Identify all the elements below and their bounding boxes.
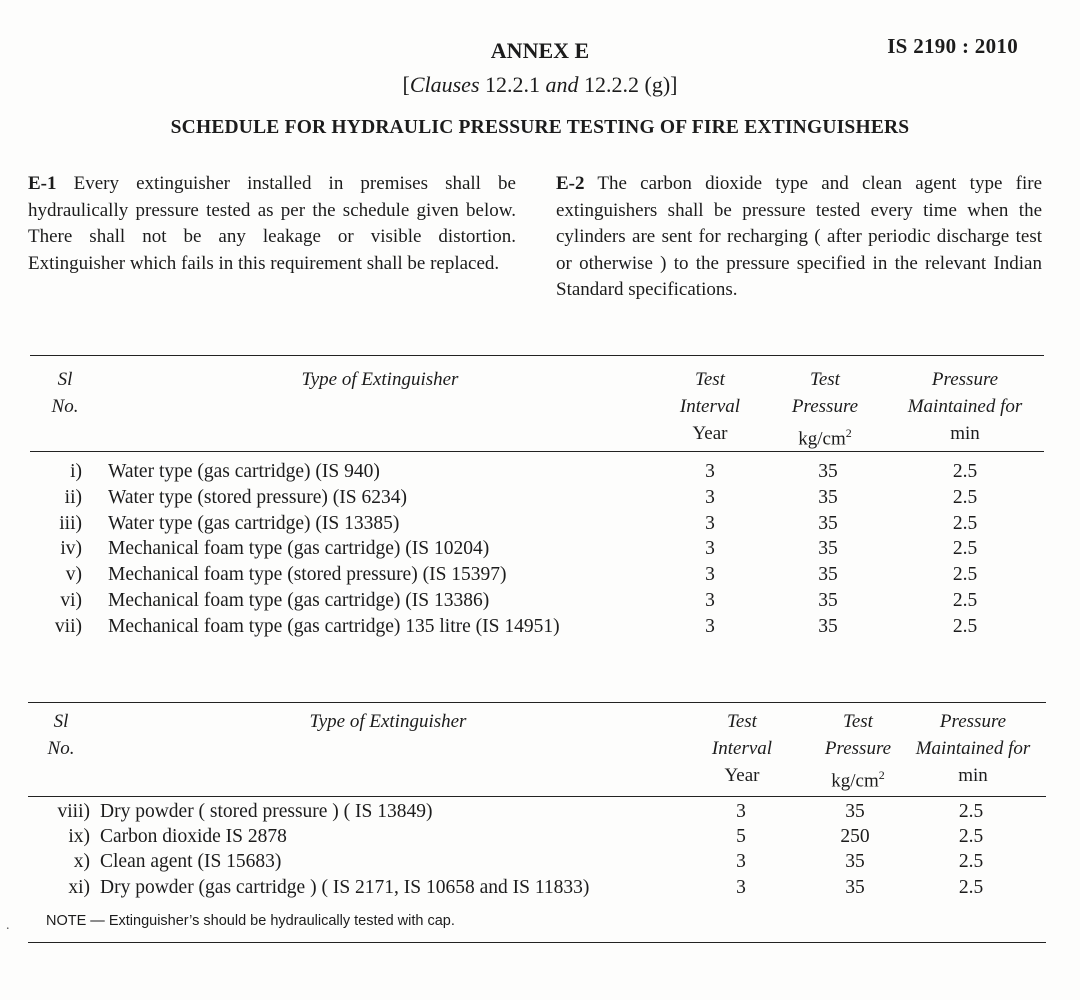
row-number: iii) [59, 512, 82, 534]
extinguisher-type: Water type (gas cartridge) (IS 940) [108, 461, 380, 482]
extinguisher-type: Mechanical foam type (gas cartridge) 135 litre (IS 14951) [108, 615, 560, 637]
test-interval: 3 [705, 564, 715, 586]
test-pressure: 35 [845, 801, 865, 822]
test-interval: 3 [736, 851, 746, 873]
extinguisher-type: Dry powder ( stored pressure ) ( IS 13849) [100, 801, 433, 822]
table-row [0, 562, 1080, 588]
test-interval: 5 [736, 826, 746, 848]
test-interval: 3 [736, 801, 746, 822]
test-pressure: 35 [818, 564, 838, 586]
type-header: Type of Extinguisher [301, 369, 459, 390]
row-number: iv) [60, 538, 82, 560]
pressure-duration: 2.5 [958, 851, 984, 873]
table-row [0, 536, 1080, 562]
test-interval: 3 [705, 512, 715, 534]
table1-header-rule [30, 451, 1044, 452]
note: NOTE — Extinguisher’s should be hydraulically tested with cap. [46, 913, 455, 929]
extinguisher-type: Mechanical foam type (gas cartridge) (IS 10204) [108, 538, 490, 560]
test-interval: 3 [705, 486, 715, 508]
pressure-duration: 2.5 [958, 826, 984, 848]
pressure-duration: 2.5 [952, 615, 978, 637]
table-row [0, 485, 1080, 511]
table-row [0, 799, 1080, 825]
annex-title: ANNEX E [490, 38, 590, 63]
pressure-duration: 2.5 [958, 801, 984, 822]
test-pressure: 35 [818, 512, 838, 534]
row-number: i) [70, 461, 82, 482]
table-row [0, 824, 1080, 850]
table-row [0, 614, 1080, 640]
test-pressure: 35 [818, 461, 838, 482]
table-row [0, 849, 1080, 875]
test-interval-header-2: Test Interval Year [711, 711, 773, 786]
test-pressure: 35 [818, 590, 838, 611]
test-interval: 3 [736, 876, 746, 898]
test-interval-header: Test Interval Year [679, 369, 741, 444]
test-pressure: 250 [840, 826, 870, 848]
table-row [0, 588, 1080, 614]
standard-number: IS 2190 : 2010 [887, 34, 1018, 58]
pressure-maintained-header: Pressure Maintained for min [907, 369, 1023, 444]
test-pressure-header: Test Pressure $kg/cm^2$ [791, 369, 859, 450]
schedule-title: SCHEDULE FOR HYDRAULIC PRESSURE TESTING OF FIRE EXTINGUISHERS [170, 117, 910, 138]
test-interval: 3 [705, 538, 715, 560]
table-row [0, 459, 1080, 485]
test-interval: 3 [705, 590, 715, 611]
table-row [0, 511, 1080, 537]
test-interval: 3 [705, 461, 715, 482]
paragraph-e1: E-1 Every extinguisher installed in premises shall be hydraulically pressure tested as per the schedule given below. There shall not be any leakage or visible distortion. Extinguisher which fails in this requirement shall be replaced. [28, 173, 516, 274]
sl-no-header: Sl No. [51, 369, 79, 417]
row-number: ii) [64, 486, 82, 508]
pressure-duration: 2.5 [952, 538, 978, 560]
extinguisher-type: Dry powder (gas cartridge ) ( IS 2171, IS 10658 and IS 11833) [100, 876, 590, 898]
pressure-duration: 2.5 [952, 590, 978, 611]
pressure-duration: 2.5 [958, 876, 984, 898]
test-pressure: 35 [818, 615, 838, 637]
row-number: x) [73, 851, 90, 873]
extinguisher-type: Water type (gas cartridge) (IS 13385) [108, 512, 400, 534]
pressure-duration: 2.5 [952, 512, 978, 534]
test-pressure-header-2: Test Pressure $kg/cm^2$ [824, 711, 892, 792]
row-number: vii) [54, 615, 82, 637]
row-number: vi) [60, 590, 82, 611]
table2-header-rule [28, 796, 1046, 797]
type-header-2: Type of Extinguisher [309, 711, 467, 732]
table1-top-rule [30, 355, 1044, 356]
test-pressure: 35 [845, 851, 865, 873]
table2-bottom-rule [28, 942, 1046, 943]
margin-mark: . [6, 918, 10, 933]
test-interval: 3 [705, 615, 715, 637]
test-pressure: 35 [818, 486, 838, 508]
extinguisher-type: Clean agent (IS 15683) [100, 851, 282, 873]
pressure-maintained-header-2: Pressure Maintained for min [915, 711, 1031, 786]
pressure-duration: 2.5 [952, 564, 978, 586]
extinguisher-type: Carbon dioxide IS 2878 [100, 826, 287, 848]
row-number: viii) [57, 801, 90, 822]
row-number: xi) [68, 876, 90, 898]
extinguisher-type: Water type (stored pressure) (IS 6234) [108, 486, 407, 508]
pressure-duration: 2.5 [952, 461, 978, 482]
row-number: v) [65, 564, 82, 586]
extinguisher-type: Mechanical foam type (stored pressure) (IS 15397) [108, 564, 507, 586]
paragraph-e2: E-2 The carbon dioxide type and clean agent type fire extinguishers shall be pressure tested every time when the cylinders are sent for recharging ( after periodic discharge test or otherwise ) to the pressure specified in the relevant Indian Standard specifications. [556, 173, 1042, 300]
pressure-duration: 2.5 [952, 486, 978, 508]
table-row [0, 875, 1080, 901]
table2-top-rule [28, 702, 1046, 703]
test-pressure: 35 [845, 876, 865, 898]
test-pressure: 35 [818, 538, 838, 560]
clauses-reference: [Clauses 12.2.1 and 12.2.2 (g)] [402, 72, 678, 97]
sl-no-header-2: Sl No. [47, 711, 75, 759]
row-number: ix) [68, 826, 90, 848]
extinguisher-type: Mechanical foam type (gas cartridge) (IS 13386) [108, 590, 490, 611]
